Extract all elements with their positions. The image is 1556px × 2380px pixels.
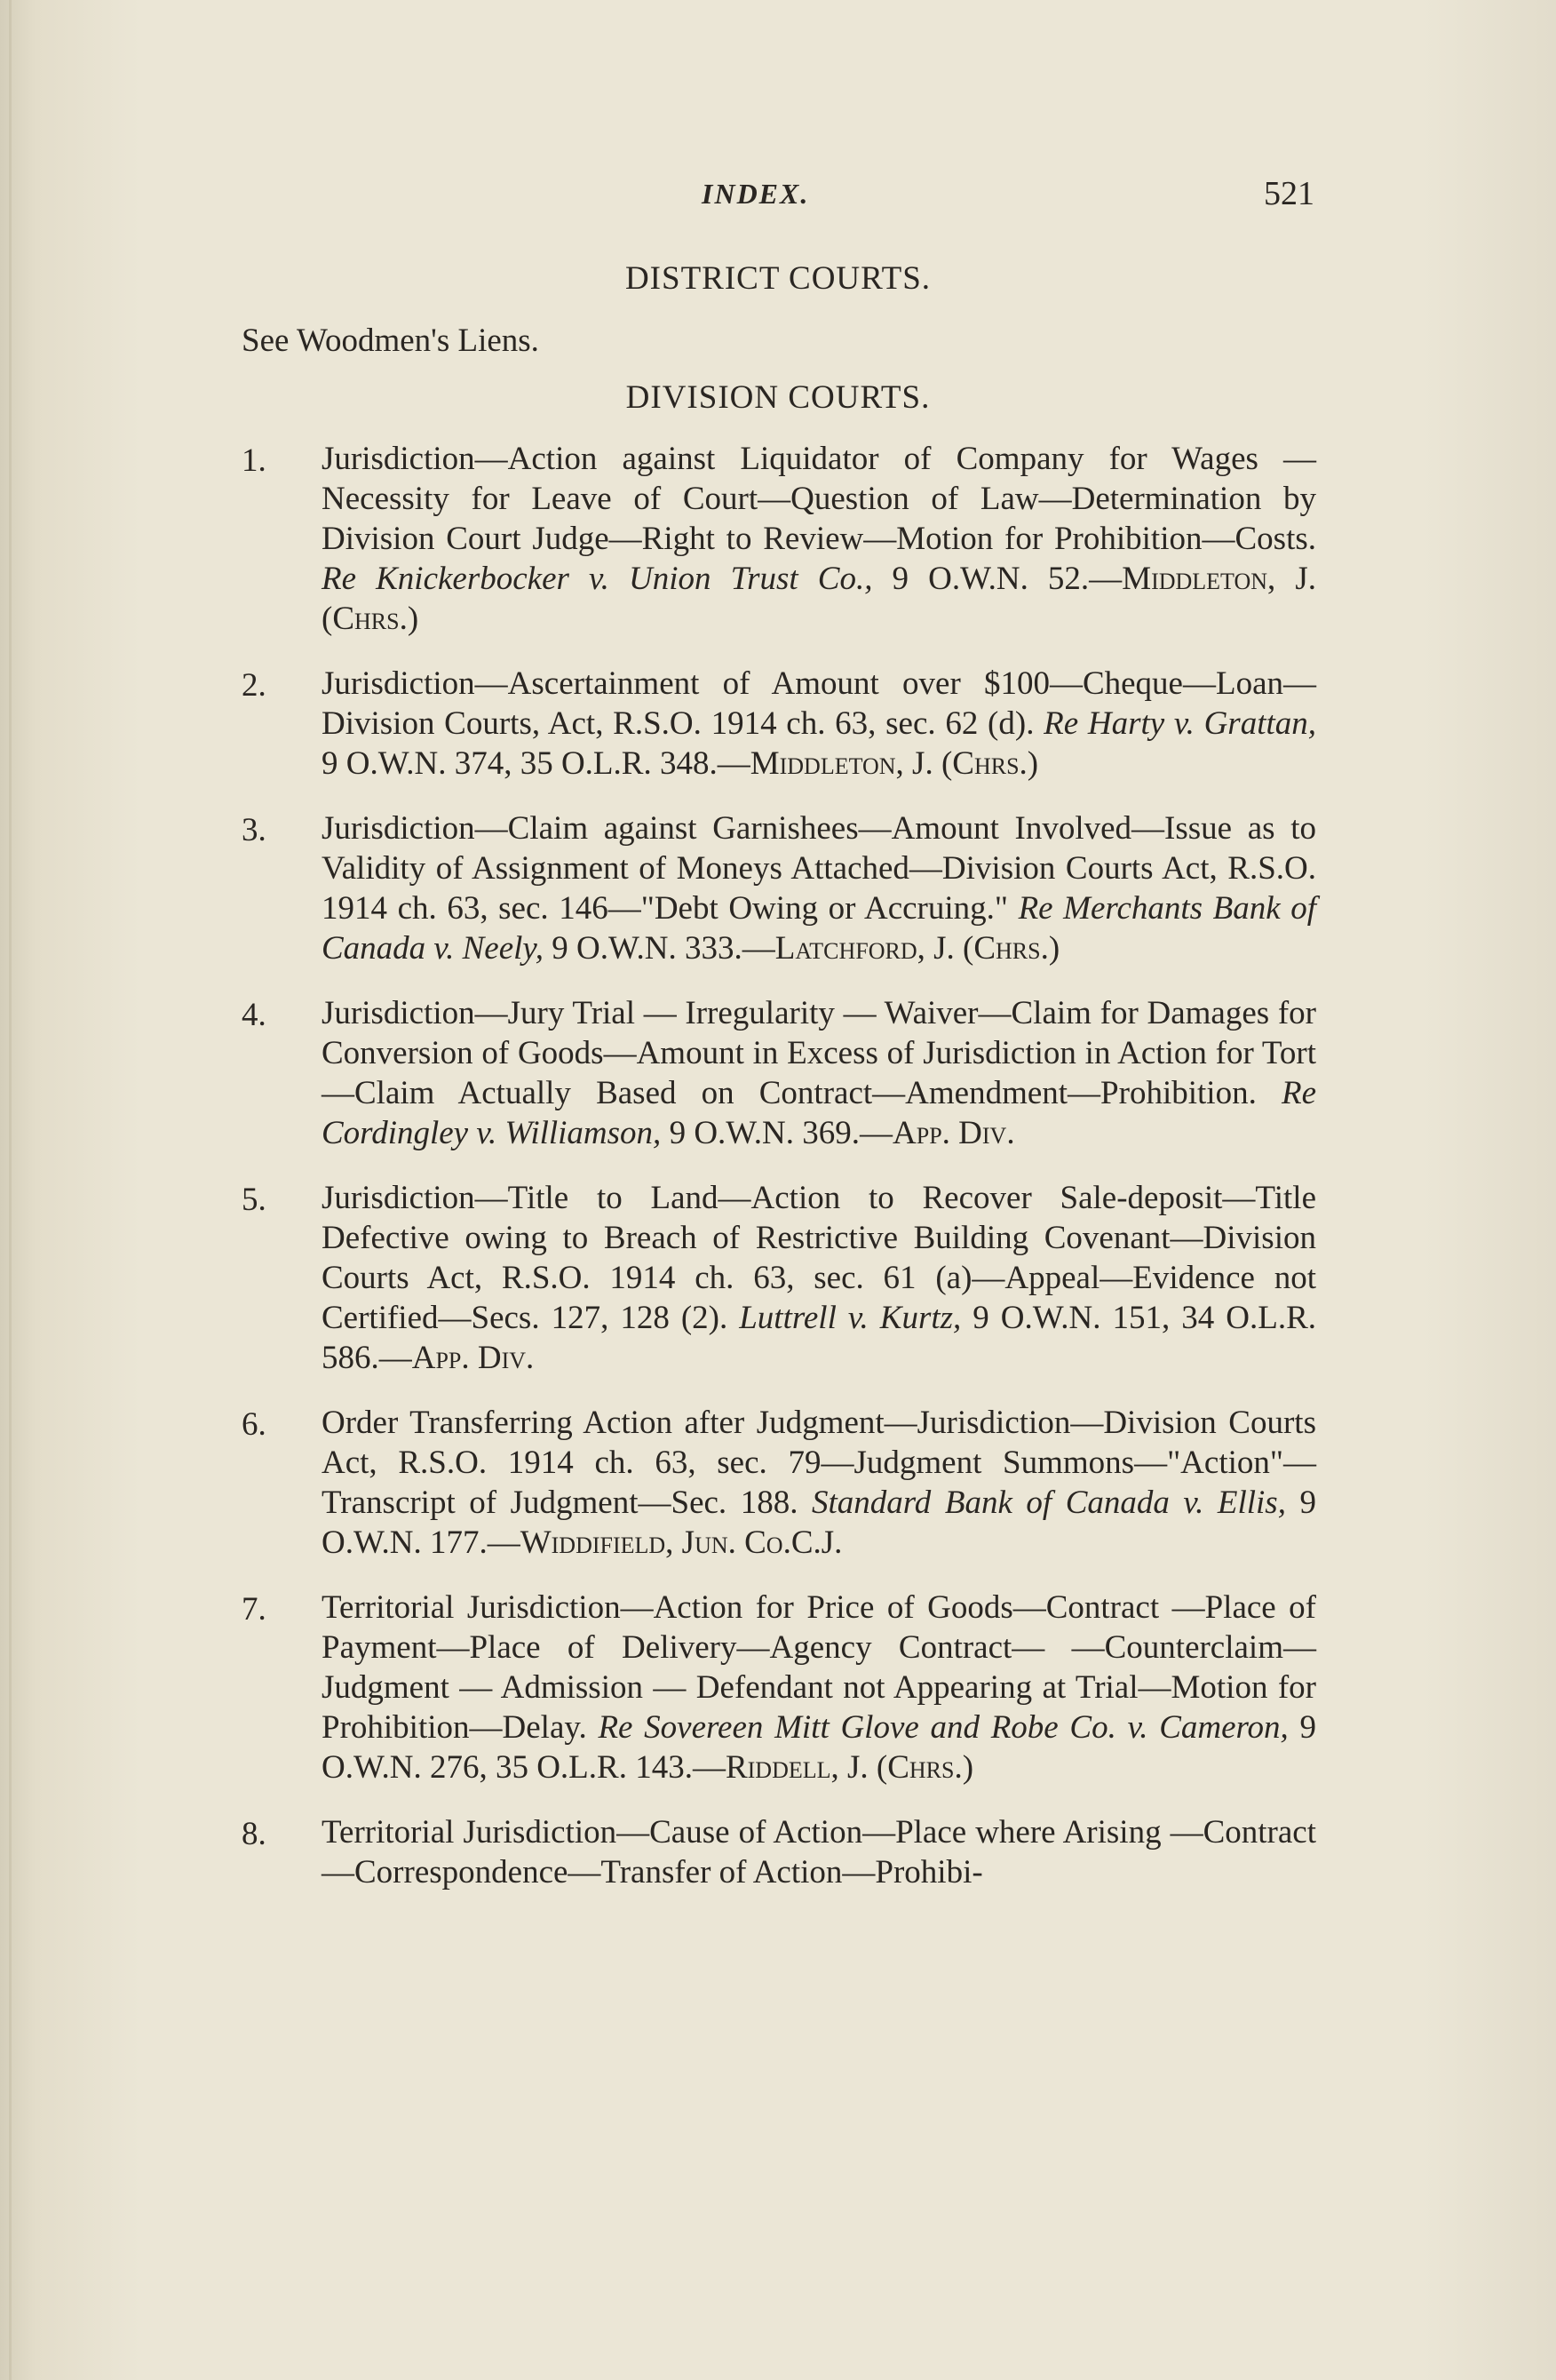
citation: 9 O.W.N. 276, 35 O.L.R. 143.— (322, 1709, 1317, 1786)
cross-reference: See Woodmen's Liens. (242, 322, 539, 359)
entry-number: 7. (242, 1591, 266, 1628)
entry-number: 1. (242, 442, 266, 479)
entry-number: 6. (242, 1406, 266, 1443)
citation: 9 O.W.N. 369.— (669, 1115, 893, 1151)
index-entry (242, 1403, 1316, 1563)
index-entry (242, 1812, 1316, 1892)
index-entry (242, 664, 1316, 784)
index-entry (242, 993, 1316, 1153)
entry-text: Territorial Jurisdiction—Action for Price of Goods—Contract —Place of Payment—Place of Delivery—Agency Contract— —Counterclaim—Judgment — Admission — Defendant not Appearing at Trial—Motion for Prohibition—Delay. (322, 1589, 1316, 1746)
index-entries (242, 439, 1316, 1917)
section-title-division-courts: DIVISION COURTS. (625, 379, 931, 416)
entry-text: Jurisdiction—Jury Trial — Irregularity — Waiver—Claim for Damages for Conversion of Goods—Amount in Excess of Jurisdiction in Action for Tort—Claim Actually Based on Contract—Amendment—Prohibition. (322, 995, 1316, 1111)
judge: App. Div. (411, 1340, 535, 1376)
entry-text: Jurisdiction—Ascertainment of Amount over $100—Cheque—Loan—Division Courts, Act, R.S.O. 1914 ch. 63, sec. 62 (d). (322, 665, 1316, 742)
judge: Widdifield, Jun. Co.C.J. (520, 1524, 843, 1561)
entry-text: Jurisdiction—Action against Liquidator of Company for Wages —Necessity for Leave of Court—Question of Law—Determination by Division Court Judge—Right to Review—Motion for Prohibition—Costs. (322, 441, 1316, 557)
entry-number: 8. (242, 1816, 266, 1852)
entry-number: 3. (242, 812, 266, 848)
entry-text: Order Transferring Action after Judgment—Jurisdiction—Division Courts Act, R.S.O. 1914 ch. 63, sec. 79—Judgment Summons—"Action"—Transcript of Judgment—Sec. 188. (322, 1405, 1316, 1521)
case-name: Re Cordingley v. Williamson, (322, 1075, 1316, 1151)
citation: 9 O.W.N. 151, 34 O.L.R. 586.— (322, 1300, 1317, 1376)
case-name: Standard Bank of Canada v. Ellis, (812, 1485, 1286, 1521)
page-number: 521 (1264, 175, 1314, 212)
citation: 9 O.W.N. 177.— (322, 1485, 1316, 1561)
citation: 9 O.W.N. 52.— (892, 561, 1123, 597)
index-entry (242, 1588, 1316, 1787)
index-entry (242, 1178, 1316, 1378)
citation: 9 O.W.N. 374, 35 O.L.R. 348.— (322, 745, 750, 782)
judge: Middleton, J. (Chrs.) (750, 745, 1039, 782)
binding-gutter (9, 0, 12, 2380)
entry-number: 5. (242, 1182, 266, 1218)
judge: Middleton, J. (Chrs.) (322, 561, 1317, 637)
index-entry (242, 808, 1316, 968)
running-head: INDEX. (702, 178, 810, 210)
judge: Riddell, J. (Chrs.) (725, 1749, 974, 1786)
case-name: Re Sovereen Mitt Glove and Robe Co. v. Cameron, (598, 1709, 1289, 1746)
case-name: Re Merchants Bank of Canada v. Neely, (322, 890, 1317, 967)
citation: 9 O.W.N. 333.— (552, 930, 775, 967)
entry-number: 2. (242, 667, 266, 704)
case-name: Luttrell v. Kurtz, (739, 1300, 962, 1336)
entry-text: Jurisdiction—Claim against Garnishees—Amount Involved—Issue as to Validity of Assignment of Moneys Attached—Division Courts Act, R.S.O. 1914 ch. 63, sec. 146—"Debt Owing or Accruing." (322, 810, 1316, 927)
index-entry (242, 439, 1316, 639)
case-name: Re Harty v. Grattan, (1044, 705, 1317, 742)
section-title-district-courts: DISTRICT COURTS. (624, 260, 932, 297)
judge: App. Div. (893, 1115, 1015, 1151)
entry-number: 4. (242, 997, 266, 1033)
page-header (240, 175, 1314, 231)
entry-text: Territorial Jurisdiction—Cause of Action—Place where Arising —Contract—Correspondence—Transfer of Action—Prohibi- (322, 1814, 1316, 1890)
judge: Latchford, J. (Chrs.) (774, 930, 1060, 967)
entry-text: Jurisdiction—Title to Land—Action to Recover Sale-deposit—Title Defective owing to Breach of Restrictive Building Covenant—Division Courts Act, R.S.O. 1914 ch. 63, sec. 61 (a)—Appeal—Evidence not Certified—Secs. 127, 128 (2). (322, 1180, 1316, 1336)
case-name: Re Knickerbocker v. Union Trust Co., (322, 561, 873, 597)
